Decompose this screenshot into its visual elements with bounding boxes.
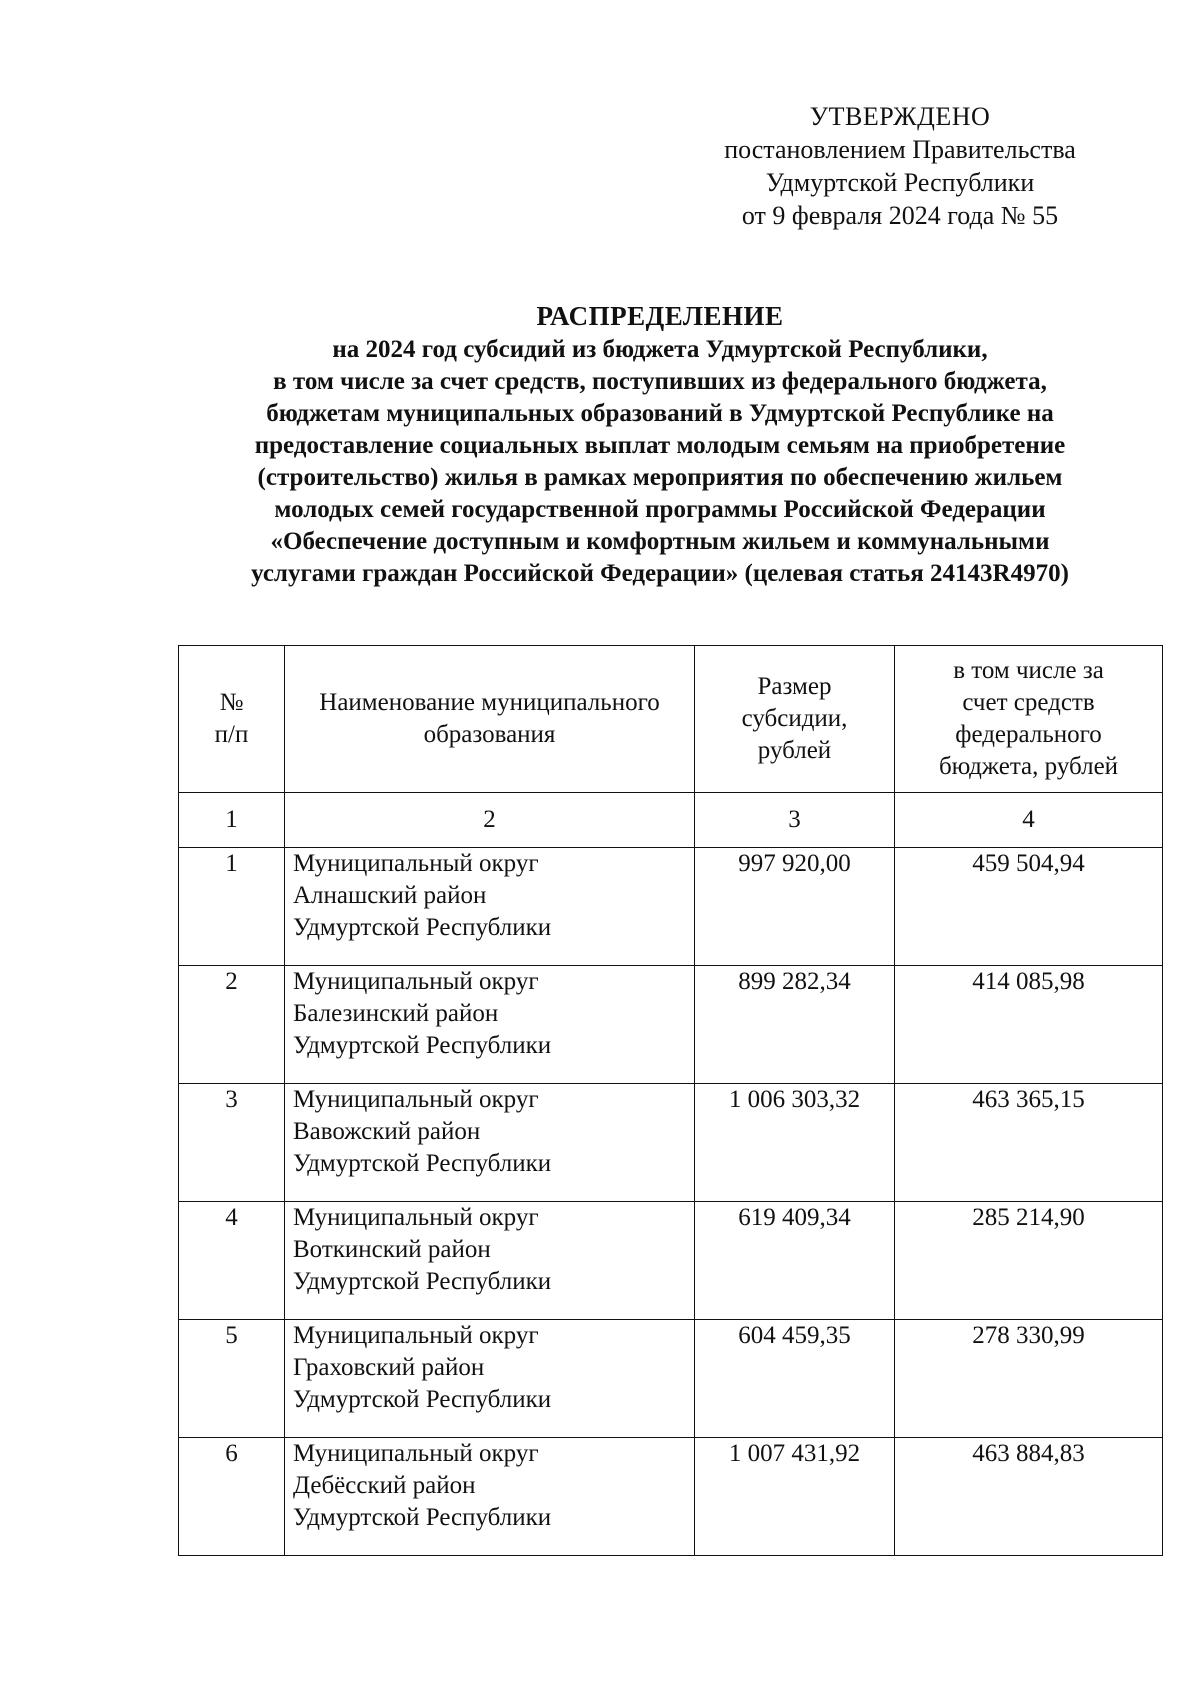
column-index: 1 [179, 793, 285, 848]
subtitle-line: бюджетам муниципальных образований в Удмуртской Республике на [266, 400, 1054, 427]
document-title: РАСПРЕДЕЛЕНИЕ [536, 301, 784, 331]
row-number: 4 [179, 1202, 285, 1320]
subsidy-amount: 1 006 303,32 [695, 1084, 895, 1202]
subtitle-line: на 2024 год субсидий из бюджета Удмуртской Республики, [332, 336, 988, 363]
column-index: 3 [695, 793, 895, 848]
column-index: 2 [285, 793, 695, 848]
subtitle-line: услугами граждан Российской Федерации» (целевая статья 24143R4970) [251, 560, 1069, 587]
subsidy-amount: 997 920,00 [695, 848, 895, 966]
municipality-name: Муниципальный округ Дебёсский район Удмуртской Республики [285, 1438, 695, 1556]
row-number: 1 [179, 848, 285, 966]
column-index-row [179, 793, 1163, 848]
table-row [179, 1438, 1163, 1556]
document-heading [120, 298, 1200, 590]
table-row [179, 848, 1163, 966]
header-subsidy: Размер субсидии, рублей [695, 646, 895, 793]
federal-amount: 459 504,94 [895, 848, 1163, 966]
subtitle-line: «Обеспечение доступным и комфортным жильем и коммунальными [270, 528, 1050, 555]
row-number: 6 [179, 1438, 285, 1556]
approval-line-date: от 9 февраля 2024 года № 55 [741, 201, 1059, 230]
table-header-row [179, 646, 1163, 793]
approval-title: УТВЕРЖДЕНО [809, 102, 991, 131]
distribution-table [178, 645, 1163, 1556]
approval-stamp [700, 100, 1100, 232]
header-federal: в том числе за счет средств федерального бюджета, рублей [895, 646, 1163, 793]
federal-amount: 463 884,83 [895, 1438, 1163, 1556]
subsidy-amount: 899 282,34 [695, 966, 895, 1084]
approval-line-republic: Удмуртской Республики [765, 168, 1035, 197]
municipality-name: Муниципальный округ Воткинский район Удмуртской Республики [285, 1202, 695, 1320]
subtitle-line: (строительство) жилья в рамках мероприятия по обеспечению жильем [257, 464, 1063, 491]
subtitle-line: предоставление социальных выплат молодым семьям на приобретение [254, 432, 1066, 459]
row-number: 3 [179, 1084, 285, 1202]
subtitle-line: в том числе за счет средств, поступивших из федерального бюджета, [273, 368, 1047, 395]
row-number: 5 [179, 1320, 285, 1438]
subtitle-line: молодых семей государственной программы Российской Федерации [274, 496, 1046, 523]
table-row [179, 1202, 1163, 1320]
municipality-name: Муниципальный округ Вавожский район Удмуртской Республики [285, 1084, 695, 1202]
approval-line-resolution: постановлением Правительства [724, 135, 1076, 164]
federal-amount: 463 365,15 [895, 1084, 1163, 1202]
municipality-name: Муниципальный округ Граховский район Удмуртской Республики [285, 1320, 695, 1438]
row-number: 2 [179, 966, 285, 1084]
federal-amount: 278 330,99 [895, 1320, 1163, 1438]
table-row [179, 1084, 1163, 1202]
municipality-name: Муниципальный округ Балезинский район Удмуртской Республики [285, 966, 695, 1084]
subsidy-amount: 1 007 431,92 [695, 1438, 895, 1556]
federal-amount: 285 214,90 [895, 1202, 1163, 1320]
subsidy-amount: 619 409,34 [695, 1202, 895, 1320]
municipality-name: Муниципальный округ Алнашский район Удмуртской Республики [285, 848, 695, 966]
table-row [179, 1320, 1163, 1438]
header-municipality: Наименование муниципального образования [285, 646, 695, 793]
header-number: № п/п [179, 646, 285, 793]
subsidy-amount: 604 459,35 [695, 1320, 895, 1438]
document-subtitle [120, 334, 1200, 590]
column-index: 4 [895, 793, 1163, 848]
table-row [179, 966, 1163, 1084]
federal-amount: 414 085,98 [895, 966, 1163, 1084]
